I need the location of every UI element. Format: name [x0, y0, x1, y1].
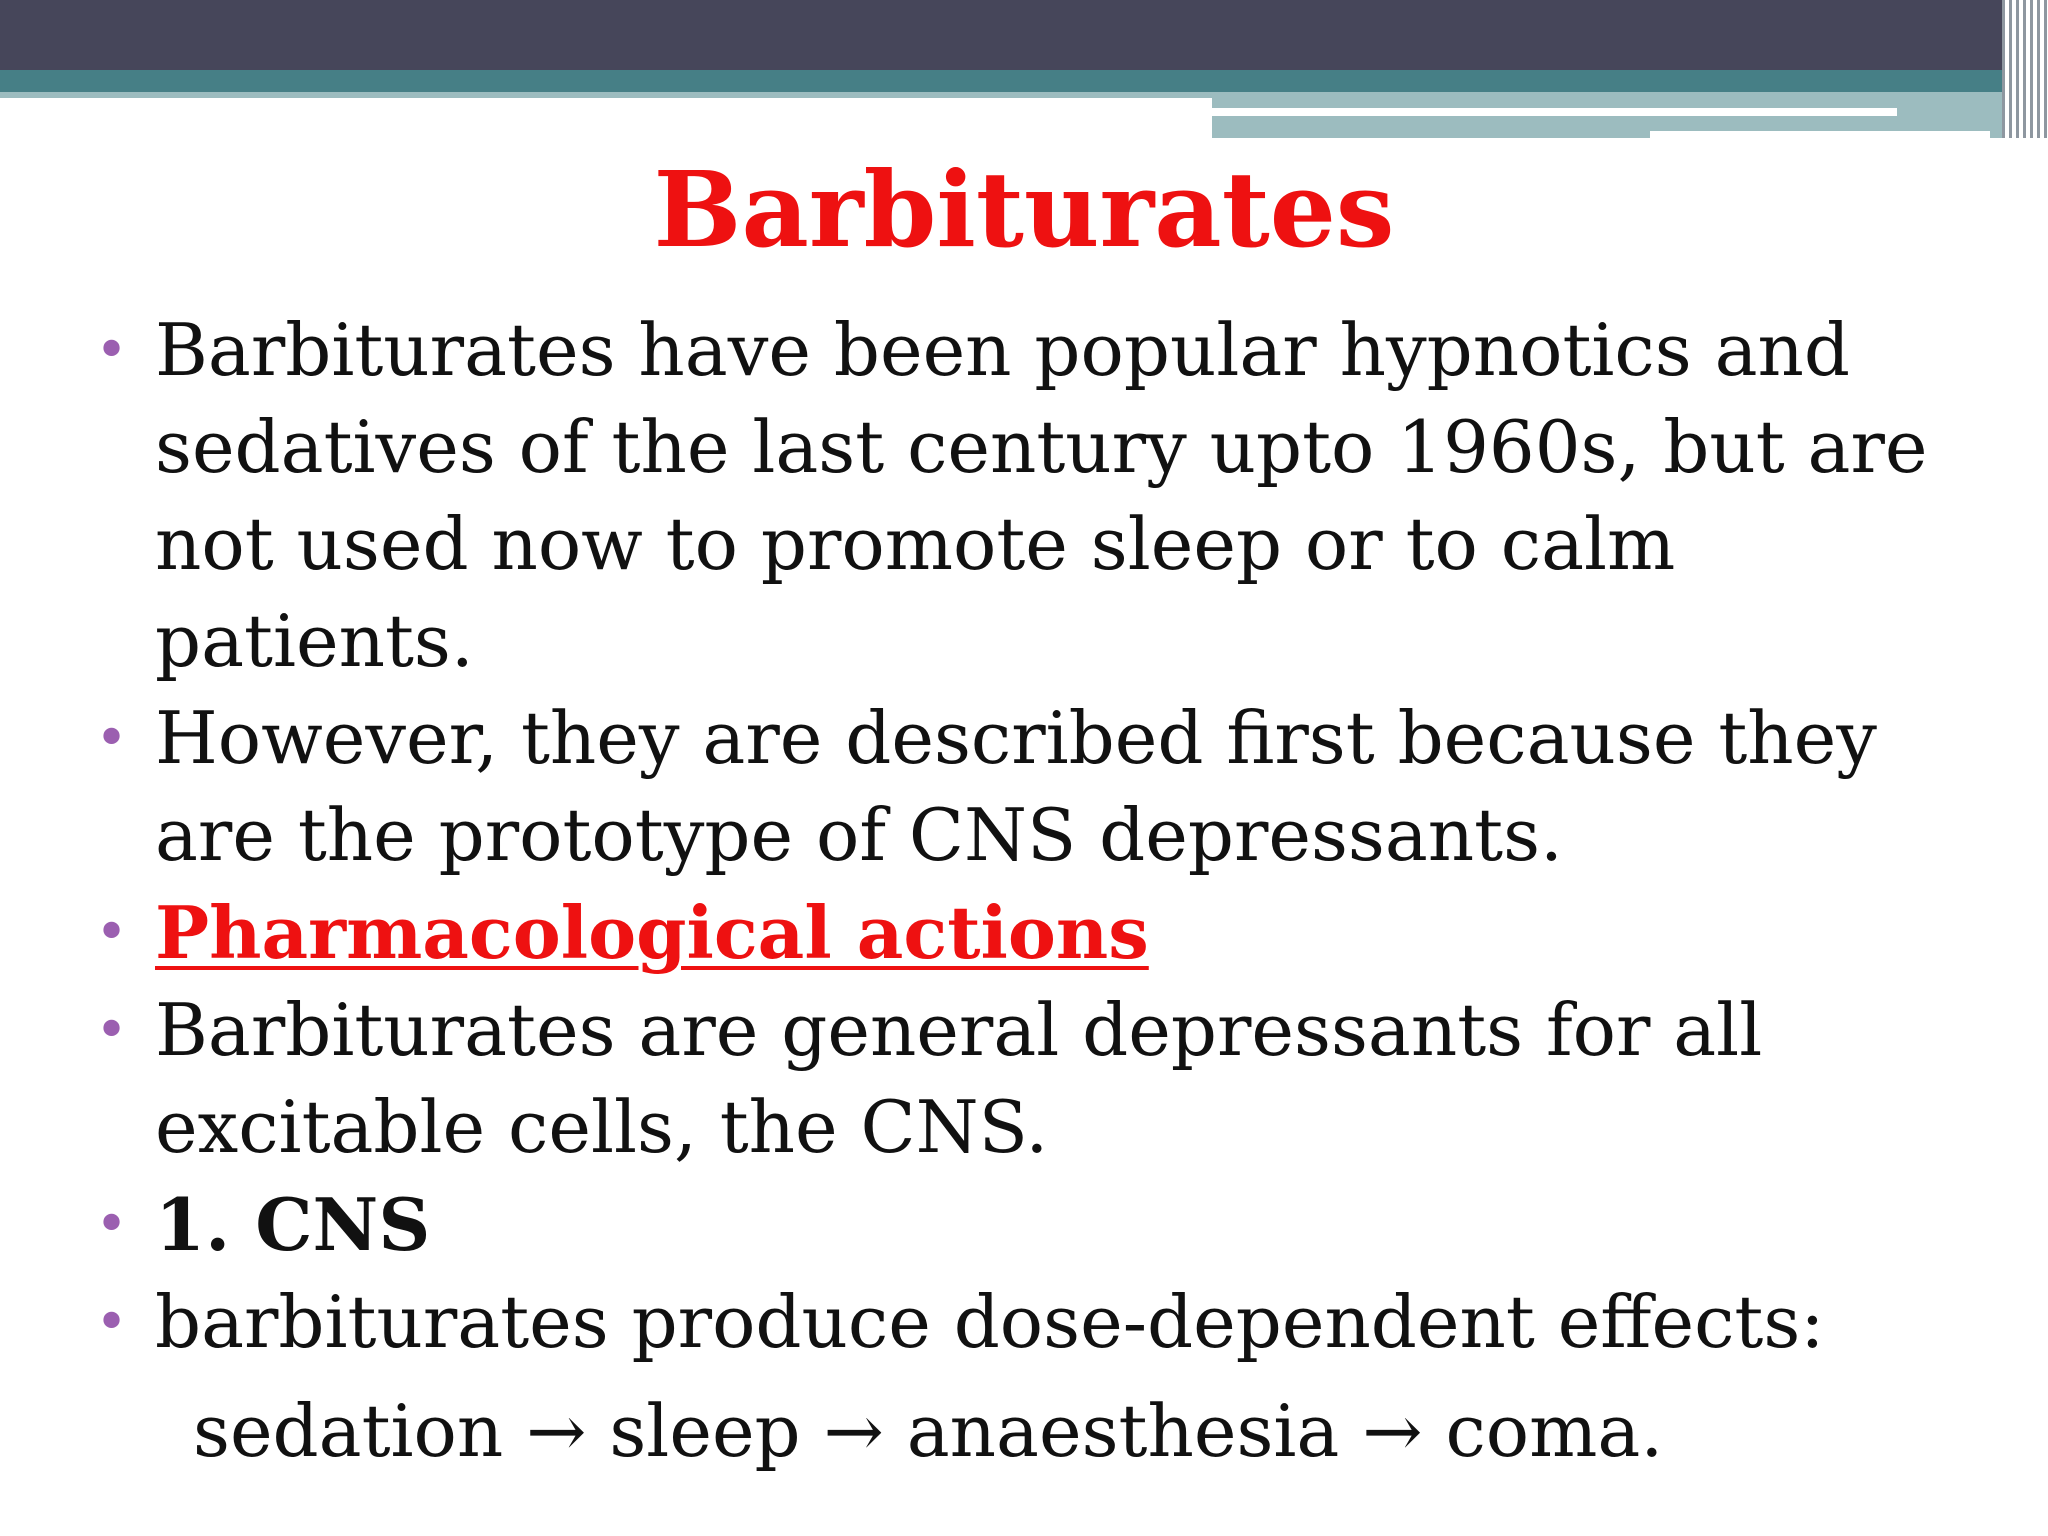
- bullet-item: [95, 982, 1995, 1176]
- bullet-text: barbiturates produce dose-dependent effects:: [155, 1280, 1825, 1364]
- bullet-dot: •: [95, 900, 129, 965]
- bullet-item: [95, 690, 1995, 884]
- header-light-bar: [0, 92, 1212, 98]
- bullet-dot: •: [95, 706, 129, 771]
- subheading-text: 1. CNS: [155, 1182, 431, 1267]
- header-dark-bar: [0, 0, 2048, 70]
- bullet-dot: •: [95, 1192, 129, 1257]
- bullet-dot: •: [95, 318, 129, 383]
- slide-title: Barbiturates: [653, 148, 1395, 271]
- bullet-text: Barbiturates are general depressants for all excitable cells, the CNS.: [155, 988, 1763, 1169]
- header-teal-bar: [0, 70, 2048, 92]
- section-heading-link[interactable]: Pharmacological actions: [155, 890, 1149, 975]
- bullet-item: [95, 884, 1995, 982]
- bullet-item: [95, 302, 1995, 690]
- bullet-item: [95, 1274, 1995, 1371]
- header-stripes: [2002, 0, 2048, 138]
- bullet-dot: •: [95, 998, 129, 1063]
- header-white-line: [1212, 108, 1897, 116]
- header-white-line-short: [1650, 131, 1990, 138]
- bullet-text: However, they are described first because they are the prototype of CNS depressants.: [155, 696, 1877, 877]
- bullet-list: [95, 302, 1995, 1480]
- effects-sequence: sedation → sleep → anaesthesia → coma.: [193, 1389, 1664, 1473]
- bullet-text: Barbiturates have been popular hypnotics and sedatives of the last century upto 1960s, but are not used now to promote sleep or to calm patients.: [155, 308, 1928, 683]
- bullet-item: [95, 1176, 1995, 1274]
- bullet-dot: •: [95, 1290, 129, 1355]
